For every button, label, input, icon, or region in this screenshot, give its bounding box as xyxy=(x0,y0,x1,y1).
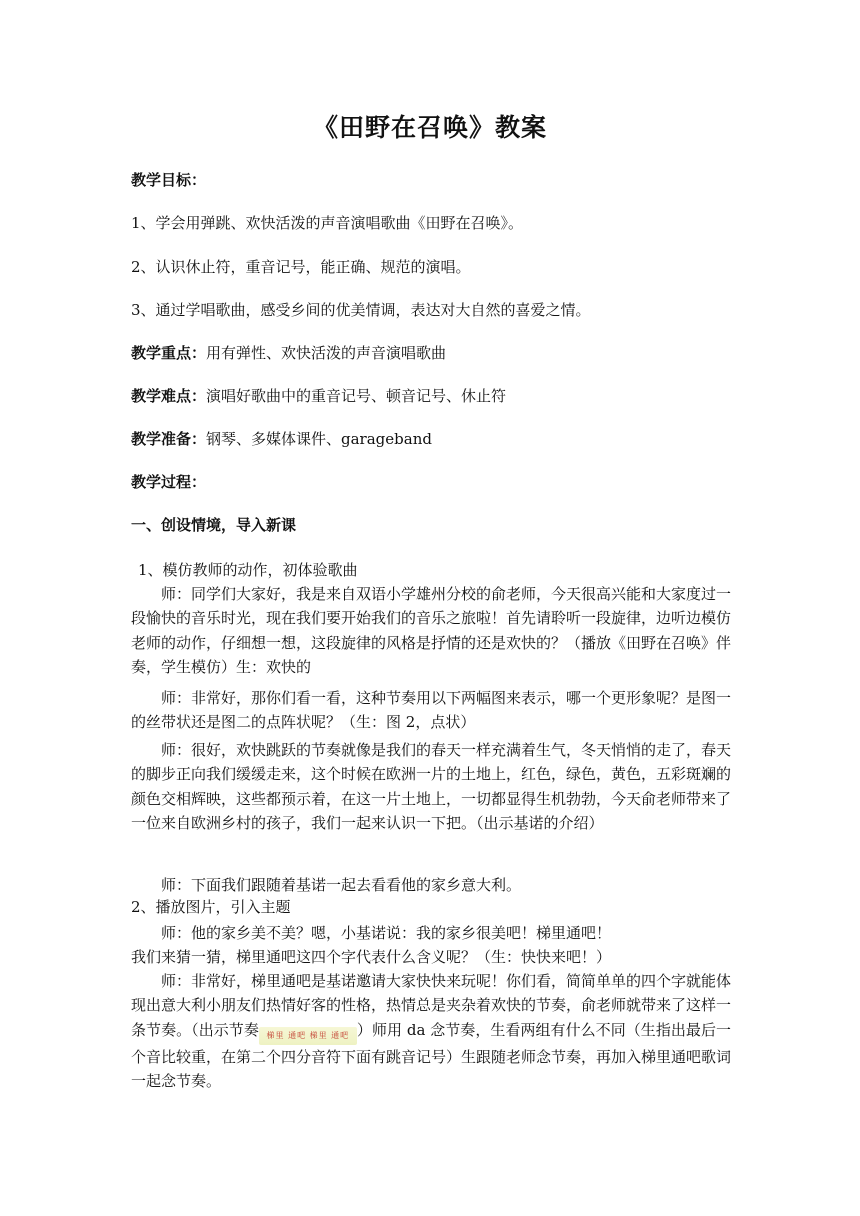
goals-heading: 教学目标： xyxy=(131,171,207,189)
process-heading: 教学过程： xyxy=(131,473,207,491)
page-title: 《田野在召唤》教案 xyxy=(312,113,547,142)
paragraph-4: 师：下面我们跟随着基诺一起去看看他的家乡意大利。 xyxy=(161,876,522,894)
key-point-label: 教学重点： xyxy=(131,344,207,362)
paragraph-7 xyxy=(131,969,731,1093)
step-2-heading: 2、播放图片，引入主题 xyxy=(131,898,291,916)
step-1-heading: 1、模仿教师的动作，初体验歌曲 xyxy=(138,561,358,579)
difficulty xyxy=(131,386,506,406)
goal-item-3: 3、通过学唱歌曲，感受乡间的优美情调，表达对大自然的喜爱之情。 xyxy=(131,301,591,319)
preparation xyxy=(131,429,432,449)
key-point-text: 用有弹性、欢快活泼的声音演唱歌曲 xyxy=(206,344,447,362)
key-point xyxy=(131,343,446,363)
rhythm-image: 梯里 通吧 梯里 通吧 xyxy=(259,1027,357,1045)
paragraph-1: 师：同学们大家好，我是来自双语小学雄州分校的俞老师，今天很高兴能和大家度过一段愉快的音乐时光，现在我们要开始我们的音乐之旅啦！首先请聆听一段旋律，边听边模仿老师的动作，仔细想一想，这段旋律的风格是抒情的还是欢快的？（播放《田野在召唤》伴奏，学生模仿）生：欢快的 xyxy=(131,585,732,676)
paragraph-7-end: ）师用 da 念节奏，生看两组有什么不同（生指出最后一个音比较重，在第二个四分音符下面有跳音记号）生跟随老师念节奏，再加入梯里通吧歌词一起念节奏。 xyxy=(131,1020,732,1090)
paragraph-3: 师：很好，欢快跳跃的节奏就像是我们的春天一样充满着生气，冬天悄悄的走了，春天的脚步正向我们缓缓走来，这个时候在欧洲一片的土地上，红色，绿色，黄色，五彩斑斓的颜色交相辉映，这些都预示着，在这一片土地上，一切都显得生机勃勃，今天俞老师带来了一位来自欧洲乡村的孩子，我们一起来认识一下把。（出示基诺的介绍） xyxy=(131,741,732,832)
difficulty-label: 教学难点： xyxy=(131,387,207,405)
difficulty-text: 演唱好歌曲中的重音记号、顿音记号、休止符 xyxy=(206,387,507,405)
section-1-heading: 一、创设情境，导入新课 xyxy=(131,516,297,534)
preparation-label: 教学准备： xyxy=(131,430,207,448)
paragraph-5: 师：他的家乡美不美？嗯，小基诺说：我的家乡很美吧！梯里通吧！ xyxy=(161,924,612,942)
paragraph-6: 我们来猜一猜，梯里通吧这四个字代表什么含义呢？（生：快快来吧！） xyxy=(131,948,612,966)
goal-item-1: 1、学会用弹跳、欢快活泼的声音演唱歌曲《田野在召唤》。 xyxy=(131,214,524,232)
preparation-text: 钢琴、多媒体课件、garageband xyxy=(206,430,432,448)
paragraph-7-start: 师：非常好，梯里通吧是基诺邀请大家快快来玩呢！你们看，简简单单的四个字就能体现出意大利小朋友们热情好客的性格，热情总是夹杂着欢快的节奏，俞老师就带来了这样一条节奏。（出示节奏 xyxy=(131,972,732,1039)
goal-item-2: 2、认识休止符，重音记号，能正确、规范的演唱。 xyxy=(131,258,471,276)
paragraph-2: 师：非常好，那你们看一看，这种节奏用以下两幅图来表示，哪一个更形象呢？是图一的丝带状还是图二的点阵状呢？（生：图 2，点状） xyxy=(131,689,732,732)
